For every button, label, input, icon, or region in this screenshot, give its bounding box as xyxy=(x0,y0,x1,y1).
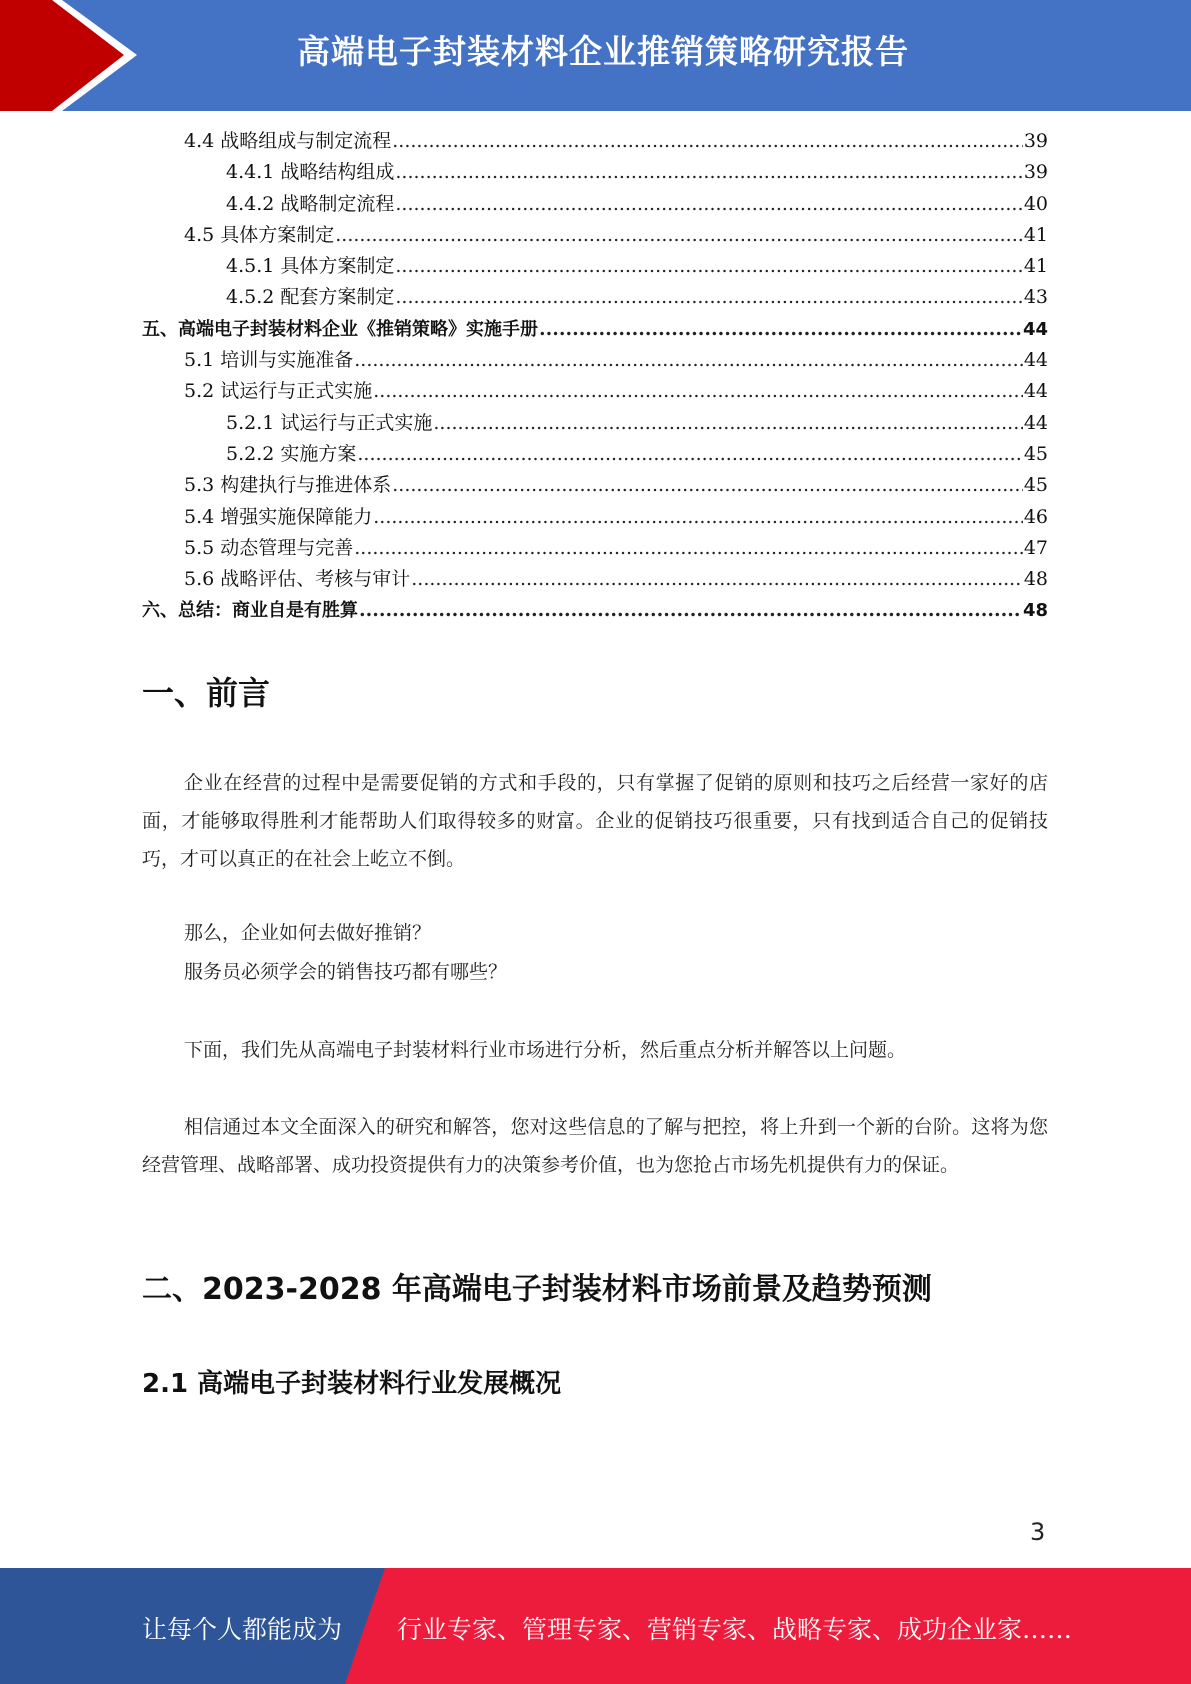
toc-entry-page: 41 xyxy=(1023,255,1048,278)
toc-entry-label: 4.4 战略组成与制定流程 xyxy=(184,130,392,152)
toc-entry-page: 44 xyxy=(1023,349,1048,372)
toc-entry-label: 4.5 具体方案制定 xyxy=(184,223,335,246)
toc-dot-leader xyxy=(395,251,1022,282)
toc-entry-page: 44 xyxy=(1023,380,1048,403)
toc-dot-leader xyxy=(357,439,1022,470)
toc-dot-leader xyxy=(395,282,1022,313)
toc-entry[interactable] xyxy=(142,595,1048,626)
toc-entry-label: 4.5.2 配套方案制定 xyxy=(226,286,395,309)
toc-entry[interactable] xyxy=(142,251,1048,282)
toc-entry-label: 5.2.2 实施方案 xyxy=(226,442,357,465)
toc-dot-leader xyxy=(359,595,1022,626)
toc-entry-label: 5.6 战略评估、考核与审计 xyxy=(184,568,411,591)
toc-entry-page: 45 xyxy=(1023,474,1048,497)
toc-entry[interactable] xyxy=(142,282,1048,313)
report-title: 高端电子封装材料企业推销策略研究报告 xyxy=(297,32,909,71)
preface-paragraph-1: 企业在经营的过程中是需要促销的方式和手段的，只有掌握了促销的原则和技巧之后经营一家好的店面，才能够取得胜利才能帮助人们取得较多的财富。企业的促销技巧很重要，只有找到适合自己的促销技巧，才可以真正的在社会上屹立不倒。 xyxy=(142,772,1048,870)
toc-entry-label: 六、总结：商业自是有胜算 xyxy=(142,600,358,622)
toc-entry-page: 44 xyxy=(1022,318,1048,340)
toc-entry[interactable] xyxy=(142,408,1048,439)
toc-dot-leader xyxy=(392,126,1023,157)
toc-entry-page: 39 xyxy=(1023,130,1048,152)
preface-paragraph-2: 下面，我们先从高端电子封装材料行业市场进行分析，然后重点分析并解答以上问题。 xyxy=(184,1039,907,1061)
toc-entry[interactable] xyxy=(142,345,1048,376)
toc-entry-label: 5.2 试运行与正式实施 xyxy=(184,380,373,403)
preface-question-2: 服务员必须学会的销售技巧都有哪些？ xyxy=(184,961,508,983)
toc-dot-leader xyxy=(373,376,1023,407)
footer-slogan-right: 行业专家、管理专家、营销专家、战略专家、成功企业家…… xyxy=(397,1615,1073,1644)
toc-dot-leader xyxy=(411,564,1023,595)
table-of-contents xyxy=(142,126,1048,627)
toc-entry-page: 44 xyxy=(1023,411,1048,434)
toc-entry-page: 46 xyxy=(1023,505,1048,528)
toc-entry[interactable] xyxy=(142,157,1048,188)
footer-slogan-left: 让每个人都能成为 xyxy=(142,1615,343,1644)
toc-entry-label: 4.4.1 战略结构组成 xyxy=(226,161,395,184)
page-number: 3 xyxy=(1030,1518,1046,1546)
toc-entry-page: 39 xyxy=(1023,161,1048,184)
toc-dot-leader xyxy=(392,470,1023,501)
toc-dot-leader xyxy=(433,408,1022,439)
toc-entry-label: 5.5 动态管理与完善 xyxy=(184,536,354,559)
toc-entry-page: 40 xyxy=(1023,192,1048,215)
toc-entry-label: 5.3 构建执行与推进体系 xyxy=(184,474,392,497)
toc-dot-leader xyxy=(395,189,1022,220)
toc-entry-page: 45 xyxy=(1023,442,1048,465)
toc-entry[interactable] xyxy=(142,189,1048,220)
toc-entry-page: 41 xyxy=(1023,223,1048,246)
toc-entry[interactable] xyxy=(142,314,1048,345)
toc-entry[interactable] xyxy=(142,439,1048,470)
toc-entry[interactable] xyxy=(142,502,1048,533)
toc-entry[interactable] xyxy=(142,126,1048,157)
toc-entry-label: 5.1 培训与实施准备 xyxy=(184,349,354,372)
toc-dot-leader xyxy=(354,345,1023,376)
page-header xyxy=(0,0,1191,111)
section-heading-market-forecast: 二、2023-2028 年高端电子封装材料市场前景及趋势预测 xyxy=(142,1272,932,1307)
toc-entry-page: 47 xyxy=(1023,536,1048,559)
toc-entry[interactable] xyxy=(142,376,1048,407)
preface-paragraph-3: 相信通过本文全面深入的研究和解答，您对这些信息的了解与把控，将上升到一个新的台阶。这将为您经营管理、战略部署、成功投资提供有力的决策参考价值，也为您抢占市场先机提供有力的保证。 xyxy=(142,1116,1048,1176)
subsection-heading-industry-overview: 2.1 高端电子封装材料行业发展概况 xyxy=(142,1369,562,1399)
toc-entry-page: 43 xyxy=(1023,286,1048,309)
toc-entry-label: 5.4 增强实施保障能力 xyxy=(184,505,373,528)
toc-dot-leader xyxy=(395,157,1022,188)
toc-dot-leader xyxy=(373,502,1023,533)
toc-entry[interactable] xyxy=(142,564,1048,595)
toc-entry-label: 5.2.1 试运行与正式实施 xyxy=(226,411,433,434)
toc-entry-label: 4.4.2 战略制定流程 xyxy=(226,192,395,215)
toc-entry[interactable] xyxy=(142,470,1048,501)
toc-dot-leader xyxy=(539,314,1022,345)
section-heading-preface: 一、前言 xyxy=(142,674,271,712)
toc-dot-leader xyxy=(335,220,1023,251)
toc-entry-page: 48 xyxy=(1023,568,1048,591)
toc-dot-leader xyxy=(354,533,1023,564)
preface-question-1: 那么，企业如何去做好推销？ xyxy=(184,922,432,944)
toc-entry-page: 48 xyxy=(1022,600,1048,622)
toc-entry-label: 五、高端电子封装材料企业《推销策略》实施手册 xyxy=(142,318,538,340)
toc-entry-label: 4.5.1 具体方案制定 xyxy=(226,255,395,278)
page-footer xyxy=(0,1568,1191,1684)
toc-entry[interactable] xyxy=(142,533,1048,564)
toc-entry[interactable] xyxy=(142,220,1048,251)
